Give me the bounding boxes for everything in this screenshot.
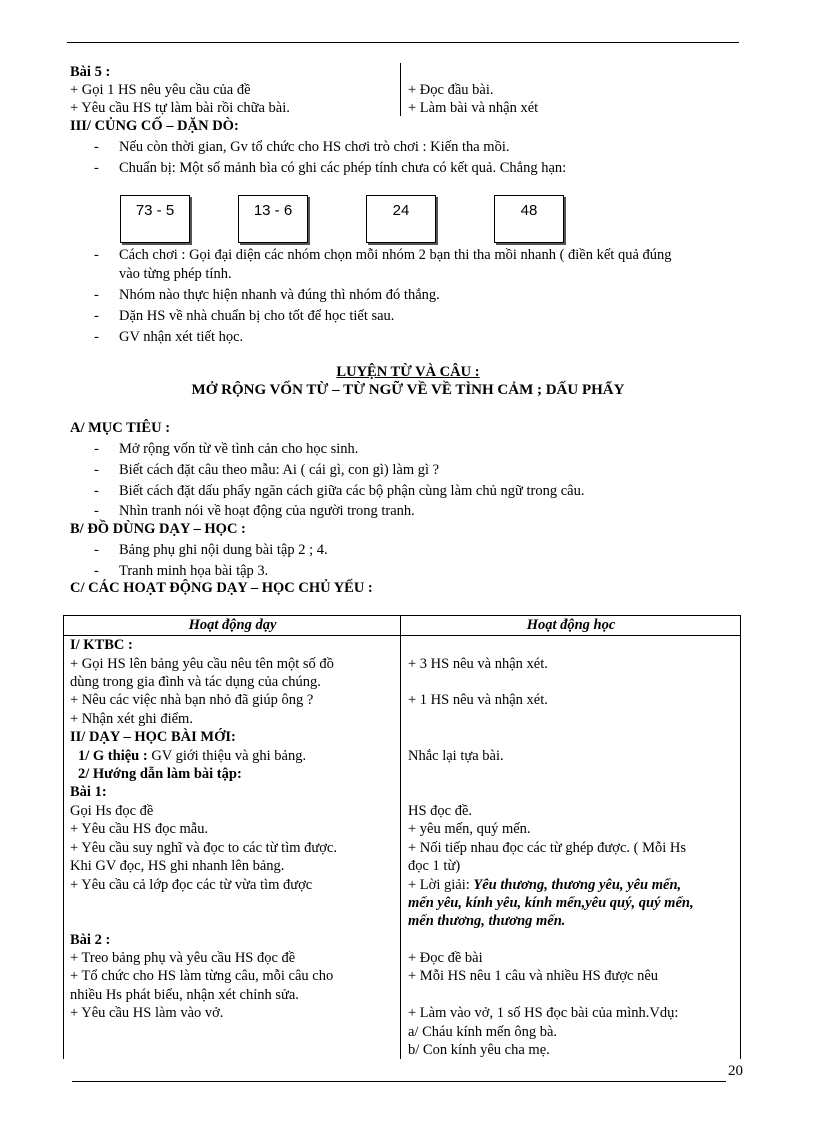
bai5-teacher-line-2: + Yêu cầu HS tự làm bài rồi chữa bài. bbox=[70, 100, 290, 116]
lesson-subtitle: MỞ RỘNG VỐN TỪ – TỪ NGỮ VỀ VỀ TÌNH CẢM ; DẤU PHẨY bbox=[191, 382, 625, 398]
teacher-step: dùng trong gia đình và tác dụng của chúng. bbox=[70, 674, 321, 690]
teacher-step: + Tổ chức cho HS làm từng câu, mỗi câu cho bbox=[70, 968, 334, 984]
student-step: Nhắc lại tựa bài. bbox=[408, 748, 504, 764]
answer-prefix: + Lời giải: bbox=[408, 877, 474, 893]
answer-words: Yêu thương, thương yêu, yêu mến, bbox=[473, 877, 682, 893]
student-step: đọc 1 từ) bbox=[408, 858, 461, 874]
bullet-dash: - bbox=[94, 503, 99, 519]
teacher-step: + Gọi HS lên bảng yêu cầu nêu tên một số đồ bbox=[70, 656, 334, 672]
lesson-title: LUYỆN TỪ VÀ CÂU : bbox=[336, 364, 480, 380]
teacher-step: + Yêu cầu HS đọc mẫu. bbox=[70, 821, 209, 837]
intro-text: GV giới thiệu và ghi bảng. bbox=[147, 748, 307, 764]
student-step: HS đọc đề. bbox=[408, 803, 473, 819]
game-rule-line: Dặn HS về nhà chuẩn bị cho tốt để học tiết sau. bbox=[119, 308, 395, 324]
bullet-dash: - bbox=[94, 287, 99, 303]
game-rule-line: vào từng phép tính. bbox=[119, 266, 232, 282]
game-card-text: 13 - 6 bbox=[253, 202, 293, 219]
section-a-heading: A/ MỤC TIÊU : bbox=[70, 420, 171, 436]
student-step: + Đọc đề bài bbox=[408, 950, 483, 966]
material-item: Bảng phụ ghi nội dung bài tập 2 ; 4. bbox=[119, 542, 328, 558]
bullet-dash: - bbox=[94, 139, 99, 155]
consolidation-item: Chuẩn bị: Một số mảnh bìa có ghi các phép tính chưa có kết quả. Chẳng hạn: bbox=[119, 160, 567, 176]
game-rule-line: Cách chơi : Gọi đại diện các nhóm chọn mỗi nhóm 2 bạn thi tha mồi nhanh ( điền kết quả đúng bbox=[119, 247, 672, 263]
teacher-step: Khi GV đọc, HS ghi nhanh lên bảng. bbox=[70, 858, 285, 874]
bullet-dash: - bbox=[94, 247, 99, 263]
bullet-dash: - bbox=[94, 308, 99, 324]
bullet-dash: - bbox=[94, 160, 99, 176]
bai5-heading: Bài 5 : bbox=[70, 64, 111, 80]
teacher-step: + Yêu cầu suy nghĩ và đọc to các từ tìm được. bbox=[70, 840, 337, 856]
table-left-border bbox=[63, 634, 64, 1059]
bullet-dash: - bbox=[94, 462, 99, 478]
exercise-2-heading: Bài 2 : bbox=[70, 932, 111, 948]
intro-line bbox=[78, 747, 306, 765]
teacher-step: nhiều Hs phát biểu, nhận xét chỉnh sửa. bbox=[70, 987, 299, 1003]
exercise-guide-heading: 2/ Hướng dẫn làm bài tập: bbox=[78, 766, 242, 782]
game-card bbox=[120, 195, 190, 243]
header-teaching: Hoạt động dạy bbox=[188, 617, 277, 633]
teacher-step: + Yêu cầu cả lớp đọc các từ vừa tìm được bbox=[70, 877, 313, 893]
student-step: + yêu mến, quý mến. bbox=[408, 821, 531, 837]
section-iii-heading: III/ CỦNG CỐ – DẶN DÒ: bbox=[70, 118, 239, 134]
game-rule-line: GV nhận xét tiết học. bbox=[119, 329, 244, 345]
game-card-text: 48 bbox=[520, 202, 538, 219]
ktbc-heading: I/ KTBC : bbox=[70, 637, 133, 653]
teacher-step: + Nêu các việc nhà bạn nhỏ đã giúp ông ? bbox=[70, 692, 314, 708]
intro-label: 1/ G thiệu : bbox=[78, 748, 148, 764]
teacher-step: Gọi Hs đọc đề bbox=[70, 803, 154, 819]
table-right-border bbox=[740, 634, 741, 1059]
game-card-text: 24 bbox=[392, 202, 410, 219]
student-step: a/ Cháu kính mến ông bà. bbox=[408, 1024, 558, 1040]
answer-words: mến thương, thương mến. bbox=[408, 913, 566, 929]
student-step: + 3 HS nêu và nhận xét. bbox=[408, 656, 548, 672]
bai5-student-line-2: + Làm bài và nhận xét bbox=[408, 100, 539, 116]
game-card-text: 73 - 5 bbox=[135, 202, 175, 219]
student-step: + Làm vào vở, 1 số HS đọc bài của mình.Vdụ: bbox=[408, 1005, 679, 1021]
teacher-step: + Yêu cầu HS làm vào vở. bbox=[70, 1005, 224, 1021]
game-card bbox=[494, 195, 564, 243]
header-rule bbox=[67, 42, 739, 43]
exercise-1-heading: Bài 1: bbox=[70, 784, 107, 800]
new-lesson-heading: II/ DẠY – HỌC BÀI MỚI: bbox=[70, 729, 236, 745]
bullet-dash: - bbox=[94, 441, 99, 457]
student-step: + Nối tiếp nhau đọc các từ ghép được. ( Mỗi Hs bbox=[408, 840, 686, 856]
column-divider bbox=[400, 63, 401, 116]
material-item: Tranh minh họa bài tập 3. bbox=[119, 563, 269, 579]
section-c-heading: C/ CÁC HOẠT ĐỘNG DẠY – HỌC CHỦ YẾU : bbox=[70, 580, 373, 596]
objective-item: Biết cách đặt dấu phẩy ngăn cách giữa các bộ phận cùng làm chủ ngữ trong câu. bbox=[119, 483, 585, 499]
page-number: 20 bbox=[728, 1063, 743, 1079]
bullet-dash: - bbox=[94, 563, 99, 579]
objective-item: Nhìn tranh nói về hoạt động của người trong tranh. bbox=[119, 503, 415, 519]
answer-words: mến yêu, kính yêu, kính mến,yêu quý, quý mến, bbox=[408, 895, 694, 911]
bullet-dash: - bbox=[94, 483, 99, 499]
footer-rule bbox=[72, 1081, 726, 1082]
student-step: b/ Con kính yêu cha mẹ. bbox=[408, 1042, 550, 1058]
header-learning: Hoạt động học bbox=[526, 617, 616, 633]
teacher-step: + Nhận xét ghi điểm. bbox=[70, 711, 193, 727]
student-step: + Mỗi HS nêu 1 câu và nhiều HS được nêu bbox=[408, 968, 659, 984]
section-b-heading: B/ ĐỒ DÙNG DẠY – HỌC : bbox=[70, 521, 246, 537]
objective-item: Mở rộng vốn từ về tình cản cho học sinh. bbox=[119, 441, 359, 457]
table-divider bbox=[400, 615, 401, 1059]
consolidation-item: Nếu còn thời gian, Gv tổ chức cho HS chơi trò chơi : Kiến tha mồi. bbox=[119, 139, 510, 155]
game-card bbox=[238, 195, 308, 243]
game-card bbox=[366, 195, 436, 243]
bai5-teacher-line-1: + Gọi 1 HS nêu yêu cầu của đề bbox=[70, 82, 251, 98]
activity-table-header bbox=[63, 615, 741, 636]
objective-item: Biết cách đặt câu theo mẫu: Ai ( cái gì, con gì) làm gì ? bbox=[119, 462, 440, 478]
teacher-step: + Treo bảng phụ và yêu cầu HS đọc đề bbox=[70, 950, 296, 966]
bai5-student-line-1: + Đọc đầu bài. bbox=[408, 82, 494, 98]
bullet-dash: - bbox=[94, 329, 99, 345]
bullet-dash: - bbox=[94, 542, 99, 558]
student-step: + 1 HS nêu và nhận xét. bbox=[408, 692, 548, 708]
answer-line bbox=[408, 876, 681, 894]
game-rule-line: Nhóm nào thực hiện nhanh và đúng thì nhóm đó thắng. bbox=[119, 287, 440, 303]
